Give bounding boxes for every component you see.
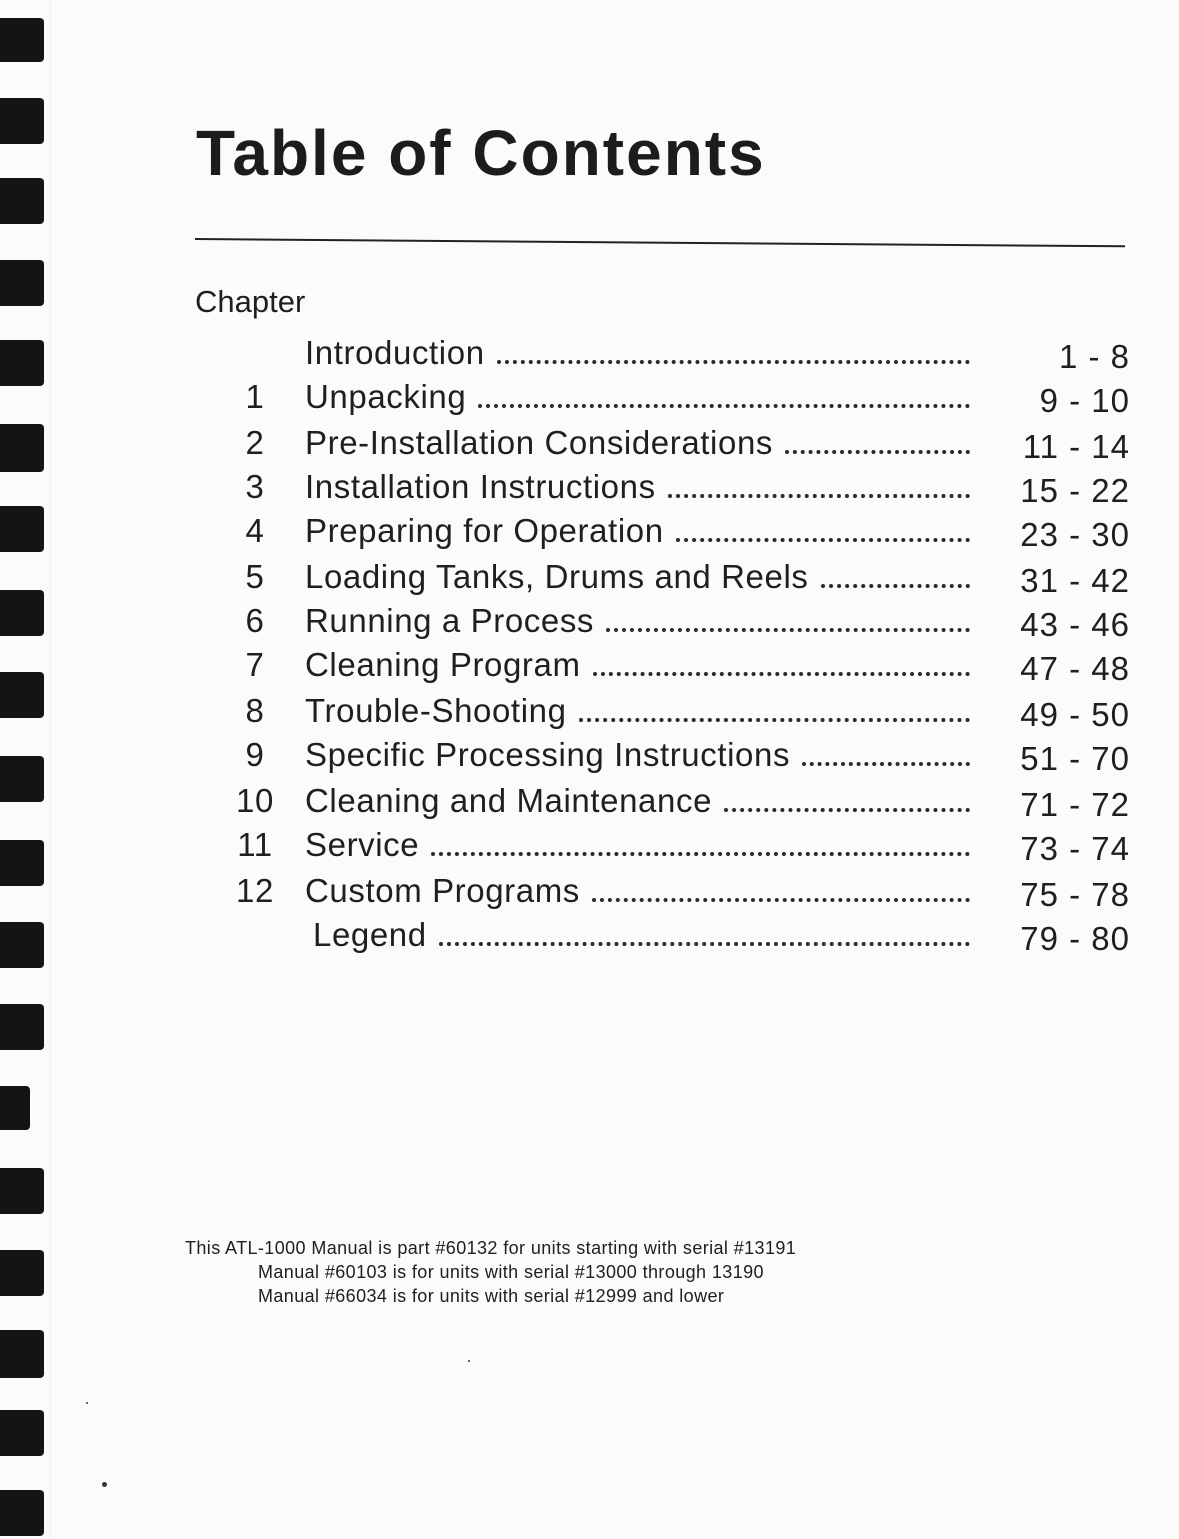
toc-row — [225, 602, 1130, 646]
page-title: Table of Contents — [196, 117, 766, 189]
page-range: 9 - 10 — [1039, 382, 1130, 419]
dot-leader — [497, 354, 970, 364]
page-range: 47 - 48 — [1020, 650, 1130, 687]
page-range: 49 - 50 — [1020, 696, 1130, 733]
toc-row — [225, 736, 1130, 780]
chapter-number: 7 — [245, 646, 265, 683]
toc-row — [225, 512, 1130, 556]
toc-row — [225, 468, 1130, 512]
chapter-number: 1 — [245, 378, 265, 415]
chapter-number: 5 — [245, 558, 265, 595]
footnote-line: Manual #66034 is for units with serial #12999 and lower — [258, 1286, 725, 1306]
chapter-title: Introduction — [305, 334, 485, 371]
dot-leader — [439, 936, 970, 946]
chapter-number: 8 — [245, 692, 265, 729]
dot-leader — [593, 666, 970, 676]
chapter-number: 4 — [245, 512, 265, 549]
chapter-number: 2 — [245, 424, 265, 461]
dot-leader — [821, 578, 971, 588]
chapter-title: Running a Process — [305, 602, 595, 639]
chapter-number: 6 — [245, 602, 265, 639]
dot-leader — [676, 532, 970, 542]
dot-leader — [668, 488, 970, 498]
page-range: 23 - 30 — [1020, 516, 1130, 553]
footnote-line: This ATL-1000 Manual is part #60132 for units starting with serial #13191 — [185, 1238, 797, 1258]
chapter-title: Cleaning and Maintenance — [305, 782, 713, 819]
chapter-number: 3 — [245, 468, 265, 505]
chapter-title: Specific Processing Instructions — [305, 736, 791, 773]
page-range: 75 - 78 — [1020, 876, 1130, 913]
dot-leader — [785, 444, 970, 454]
chapter-heading: Chapter — [195, 284, 306, 319]
chapter-title: Custom Programs — [305, 872, 580, 909]
manual-part-note — [185, 1236, 945, 1308]
toc-row — [225, 558, 1130, 602]
chapter-title: Service — [305, 826, 420, 863]
toc-row — [225, 692, 1130, 736]
page-range: 51 - 70 — [1020, 740, 1130, 777]
dot-leader — [724, 802, 970, 812]
page-range: 15 - 22 — [1020, 472, 1130, 509]
chapter-number: 11 — [237, 826, 273, 863]
page-range: 43 - 46 — [1020, 606, 1130, 643]
page-range: 11 - 14 — [1022, 428, 1130, 465]
chapter-number: 9 — [245, 736, 265, 773]
scan-speck — [468, 1360, 470, 1362]
page-range: 31 - 42 — [1020, 562, 1130, 599]
dot-leader — [579, 712, 970, 722]
toc-row — [225, 872, 1130, 916]
page-range: 79 - 80 — [1020, 920, 1130, 957]
chapter-title: Legend — [313, 916, 427, 953]
dot-leader — [592, 892, 970, 902]
dot-leader — [431, 846, 970, 856]
toc-row — [225, 378, 1130, 422]
chapter-number: 10 — [236, 782, 274, 819]
dot-leader — [802, 756, 970, 766]
chapter-title: Preparing for Operation — [305, 512, 664, 549]
scan-speck — [102, 1482, 107, 1487]
chapter-title: Unpacking — [305, 378, 467, 415]
chapter-title: Loading Tanks, Drums and Reels — [305, 558, 809, 595]
page-range: 73 - 74 — [1020, 830, 1130, 867]
toc-row — [225, 782, 1130, 826]
chapter-title: Installation Instructions — [305, 468, 656, 505]
toc-row — [225, 334, 1130, 378]
toc-row — [225, 916, 1130, 960]
chapter-title: Pre-Installation Considerations — [305, 424, 773, 461]
chapter-title: Trouble-Shooting — [305, 692, 567, 729]
chapter-title: Cleaning Program — [305, 646, 581, 683]
page-range: 1 - 8 — [1058, 338, 1130, 375]
toc-row — [225, 826, 1130, 870]
dot-leader — [606, 622, 970, 632]
footnote-line: Manual #60103 is for units with serial #13000 through 13190 — [258, 1262, 764, 1282]
toc-row — [225, 424, 1130, 468]
page-range: 71 - 72 — [1020, 786, 1130, 823]
chapter-number: 12 — [236, 872, 274, 909]
scan-speck — [86, 1402, 88, 1404]
dot-leader — [478, 398, 970, 408]
toc-row — [225, 646, 1130, 690]
